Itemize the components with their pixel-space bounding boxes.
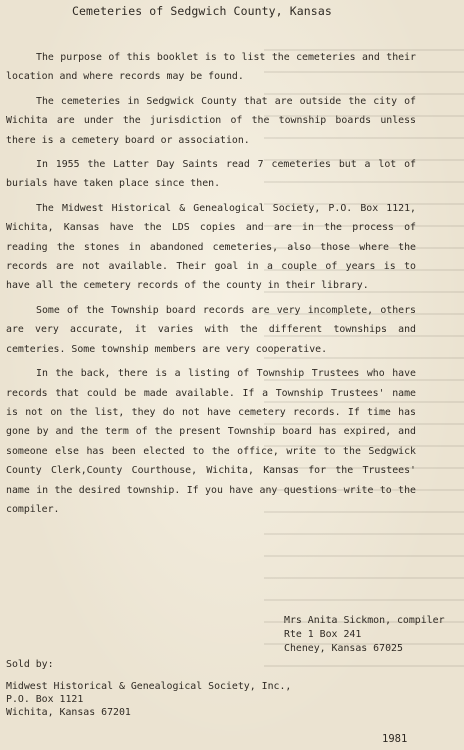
compiler-address bbox=[284, 614, 445, 656]
sold-by-box: P.O. Box 1121 bbox=[6, 694, 84, 705]
paragraph-jurisdiction: The cemeteries in Sedgwick County that are outside the city of Wichita are under the jurisdiction of the township boards unless there is a cemetery board or association. bbox=[6, 95, 416, 146]
sold-by-label: Sold by: bbox=[6, 659, 54, 670]
compiler-name: Mrs Anita Sickmon, compiler bbox=[284, 615, 445, 626]
paragraph-lds-reading: In 1955 the Latter Day Saints read 7 cemeteries but a lot of burials have taken place since then. bbox=[6, 159, 416, 190]
compiler-city: Cheney, Kansas 67025 bbox=[284, 643, 403, 654]
sold-by-address bbox=[6, 680, 291, 719]
body-text bbox=[6, 48, 416, 524]
paragraph-society: The Midwest Historical & Genealogical Society, P.O. Box 1121, Wichita, Kansas have the LDS copies and are in the process of reading the stones in abandoned cemeteries, also those where the records are not available. Their goal in a couple of years is to have all the cemetery records of the county in their library. bbox=[6, 202, 416, 292]
sold-by-city: Wichita, Kansas 67201 bbox=[6, 707, 131, 718]
compiler-route: Rte 1 Box 241 bbox=[284, 629, 362, 640]
sold-by-org: Midwest Historical & Genealogical Society, Inc., bbox=[6, 681, 292, 692]
page-year: 1981 bbox=[382, 733, 408, 745]
paragraph-township-records: Some of the Township board records are very incomplete, others are very accurate, it varies with the different townships and cemteries. Some township members are very cooperative. bbox=[6, 304, 416, 355]
paragraph-trustees: In the back, there is a listing of Township Trustees who have records that could be made available. If a Township Trustees' name is not on the list, they do not have cemetery records. If time has gone by and the term of the present Township board has expired, and someone else has been elected to the office, write to the Sedgwick County Clerk,County Courthouse, Wichita, Kansas for the Trustees' name in the desired township. If you have any questions write to the compiler. bbox=[6, 368, 416, 515]
paragraph-purpose: The purpose of this booklet is to list the cemeteries and their location and where records may be found. bbox=[6, 52, 416, 83]
page-title: Cemeteries of Sedgwich County, Kansas bbox=[72, 4, 332, 18]
